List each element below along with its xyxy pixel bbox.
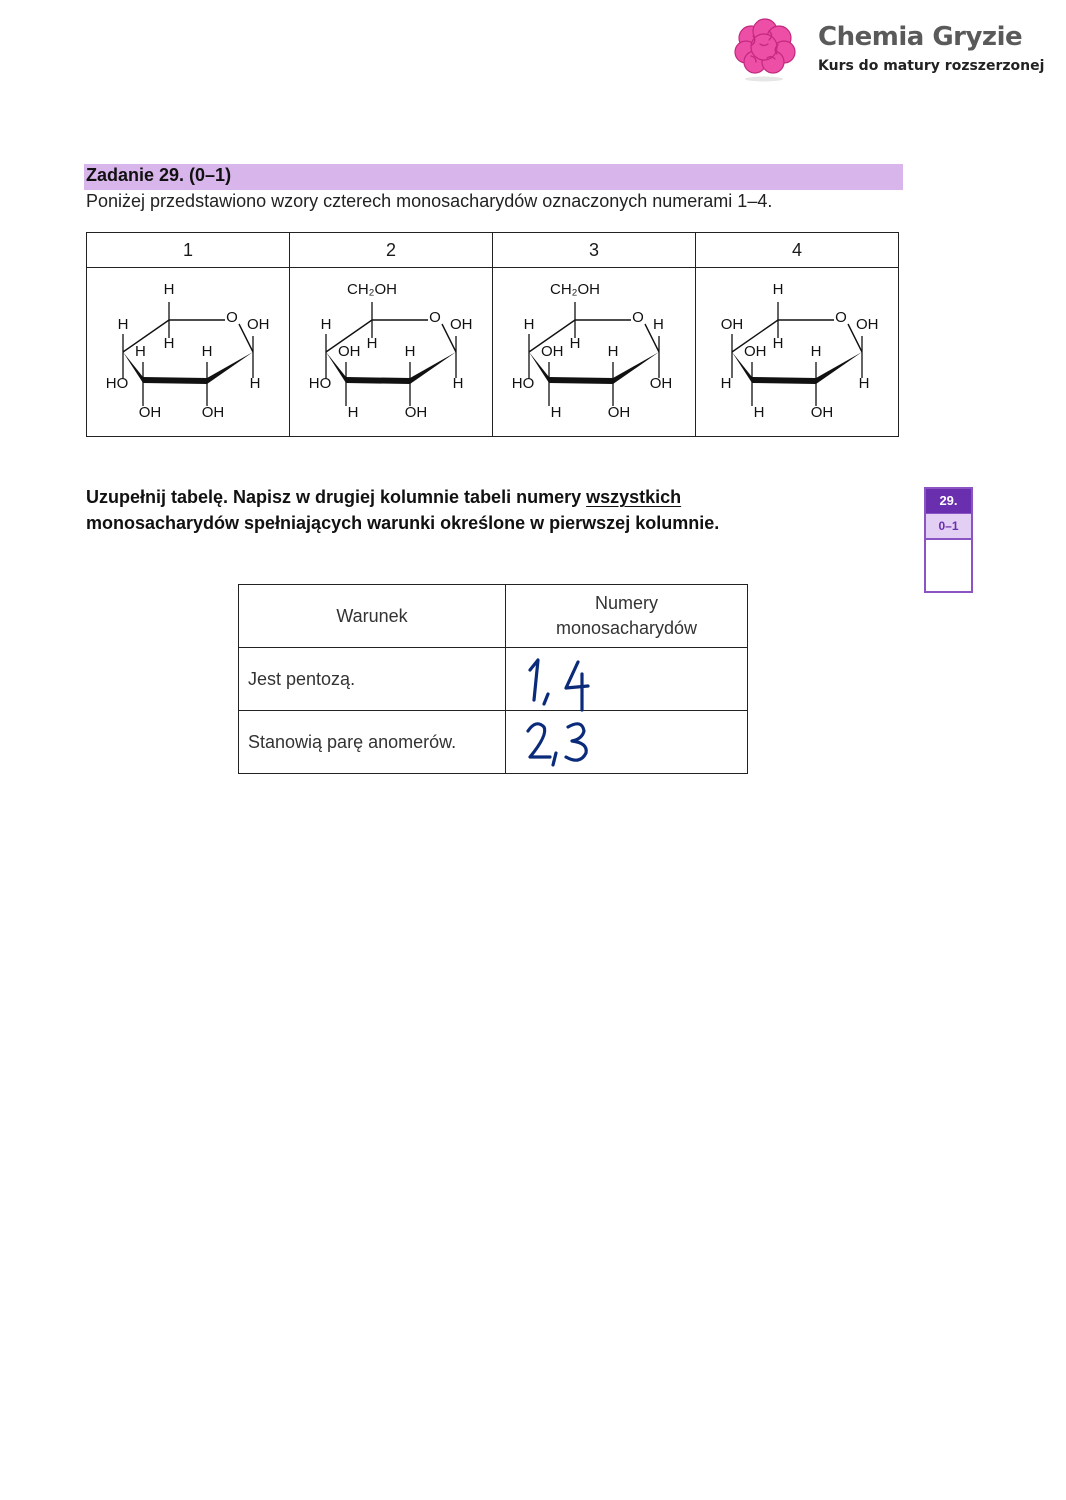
condition-cell: Jest pentozą.: [239, 648, 506, 711]
atom-label: H: [523, 316, 535, 333]
atom-label: H: [653, 316, 664, 333]
ring-bold-bond: [143, 377, 207, 384]
haworth-structure: [87, 268, 289, 436]
instruction-emphasis: wszystkich: [586, 487, 682, 507]
atom-label: H: [607, 343, 619, 360]
atom-label: O: [429, 309, 441, 326]
atom-label: H: [858, 375, 870, 392]
atom-label: H: [117, 316, 129, 333]
atom-label: H: [347, 404, 359, 421]
atom-label: HO: [308, 375, 332, 392]
structure-formula: [87, 268, 290, 437]
structure-number: 2: [290, 233, 493, 268]
brain-icon: [733, 18, 797, 84]
atom-label: H: [404, 343, 416, 360]
brand-name: Chemia Gryzie: [818, 22, 1023, 52]
structure-formula: [290, 268, 493, 437]
haworth-structure: [290, 268, 492, 436]
ring-wedge-right: [816, 352, 862, 384]
task-title: Zadanie 29. (0–1): [86, 165, 232, 185]
atom-label: O: [226, 309, 238, 326]
handwritten-answer: [524, 656, 614, 716]
header-condition: Warunek: [239, 585, 506, 648]
atom-label: OH: [856, 316, 879, 333]
structure-formula: [493, 268, 696, 437]
instruction: Uzupełnij tabelę. Napisz w drugiej kolumnie tabeli numery wszystkich monosacharydów spełniających warunki określone w pierwszej kolumnie.: [86, 487, 720, 533]
haworth-structure: [696, 268, 898, 436]
handwritten-answer: [524, 719, 624, 779]
condition-cell: Stanowią parę anomerów.: [239, 711, 506, 774]
atom-label: OH: [810, 404, 834, 421]
score-points: 0–1: [926, 513, 971, 540]
haworth-structure: [493, 268, 695, 436]
atom-label: HO: [511, 375, 535, 392]
brand-header: [733, 18, 1043, 86]
atom-label: H: [753, 404, 765, 421]
task-intro: Poniżej przedstawiono wzory czterech monosacharydów oznaczonych numerami 1–4.: [86, 191, 773, 211]
atom-label: OH: [247, 316, 270, 333]
structure-number: 3: [493, 233, 696, 268]
atom-label: OH: [138, 404, 162, 421]
ring-bold-bond: [346, 377, 410, 384]
structures-table: [86, 232, 899, 437]
atom-label: H: [366, 335, 378, 352]
atom-label: H: [135, 343, 146, 360]
atom-label: H: [201, 343, 213, 360]
answer-cell[interactable]: [506, 711, 748, 774]
atom-label: H: [810, 343, 822, 360]
ring-bold-bond: [752, 377, 816, 384]
atom-label: H: [772, 281, 784, 298]
atom-label: OH: [720, 316, 744, 333]
structure-number: 1: [87, 233, 290, 268]
atom-label: OH: [744, 343, 767, 360]
atom-label: H: [452, 375, 464, 392]
structure-formula: [696, 268, 899, 437]
atom-label: H: [720, 375, 732, 392]
score-task-number: 29.: [926, 489, 971, 513]
answer-cell[interactable]: [506, 648, 748, 711]
score-box: [924, 487, 973, 593]
atom-label: H: [569, 335, 581, 352]
ring-wedge-right: [410, 352, 456, 384]
atom-label: OH: [201, 404, 225, 421]
atom-label: OH: [338, 343, 361, 360]
atom-label: OH: [450, 316, 473, 333]
atom-label: H: [249, 375, 261, 392]
atom-label: O: [835, 309, 847, 326]
atom-label: H: [320, 316, 332, 333]
atom-label: H: [163, 281, 175, 298]
atom-label: CH₂OH: [347, 281, 397, 298]
ring-wedge-right: [207, 352, 253, 384]
atom-label: OH: [404, 404, 428, 421]
structure-number: 4: [696, 233, 899, 268]
answer-table: [238, 584, 748, 774]
table-row: [239, 648, 748, 711]
brand-tagline: Kurs do matury rozszerzonej: [818, 58, 1045, 74]
score-blank-field[interactable]: [926, 540, 971, 594]
ring-bold-bond: [549, 377, 613, 384]
atom-label: OH: [649, 375, 673, 392]
atom-label: H: [163, 335, 175, 352]
atom-label: H: [550, 404, 562, 421]
table-row: [239, 711, 748, 774]
atom-label: CH₂OH: [550, 281, 600, 298]
header-numbers: Numery monosacharydów: [506, 585, 748, 648]
atom-label: H: [772, 335, 784, 352]
atom-label: O: [632, 309, 644, 326]
atom-label: OH: [607, 404, 631, 421]
atom-label: HO: [105, 375, 129, 392]
atom-label: OH: [541, 343, 564, 360]
